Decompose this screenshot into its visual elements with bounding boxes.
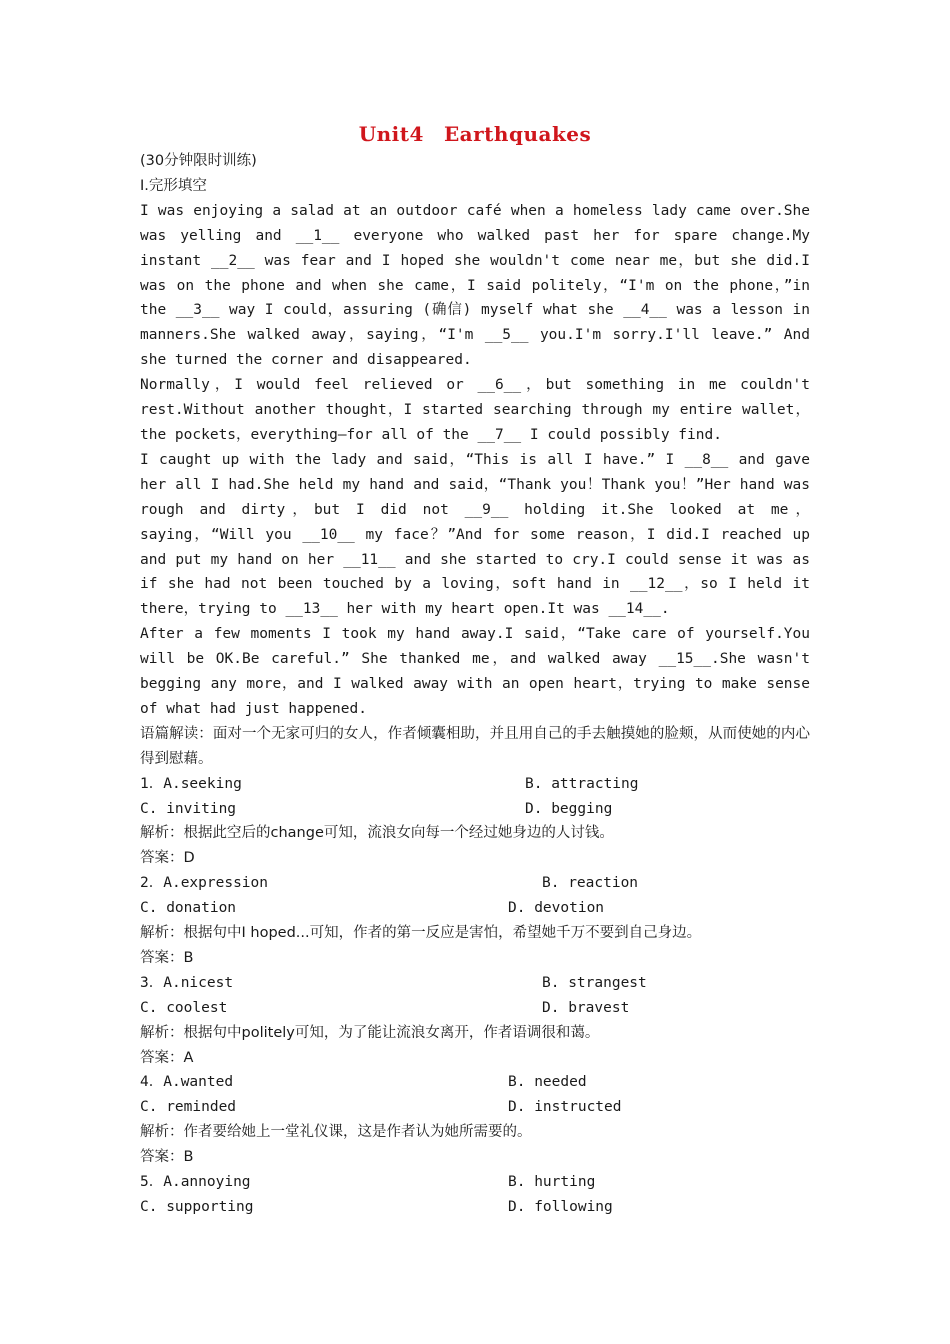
title-unit: Unit4 xyxy=(358,122,424,146)
option-c: C. coolest xyxy=(140,999,228,1016)
question-2-explanation: 解析：根据句中I hoped...可知，作者的第一反应是害怕，希望她千万不要到自己身边。 xyxy=(140,925,702,942)
question-4-explanation: 解析：作者要给她上一堂礼仪课，这是作者认为她所需要的。 xyxy=(140,1124,532,1141)
option-c: C. reminded xyxy=(140,1099,237,1116)
option-c: C. supporting xyxy=(140,1198,254,1215)
option-b: B. attracting xyxy=(525,775,639,792)
question-5-options-row-2 xyxy=(140,1195,810,1220)
passage-analysis: 语篇解读：面对一个无家可归的女人，作者倾囊相助，并且用自己的手去触摸她的脸颊，从而使她的内心得到慰藉。 xyxy=(140,725,810,767)
option-a: 4．A.wanted xyxy=(140,1074,234,1091)
option-d: D. bravest xyxy=(542,999,630,1016)
question-2-options-row-1 xyxy=(140,871,810,896)
option-a: 1．A.seeking xyxy=(140,775,242,792)
page-title xyxy=(0,122,950,146)
document-body xyxy=(140,149,810,1220)
section-heading: I.完形填空 xyxy=(140,177,207,194)
passage-paragraph-3: I caught up with the lady and said，“This is all I have.” I __8__ and gave her all I had.She held my hand and said，“Thank you！Thank you！”Her hand was rough and dirty，but I did not __9__ holding it.She looked at me，saying，“Will you __10__ my face？”And for some reason，I did.I reached up and put my hand on her __11__ and she started to cry.I could sense it was as if she had not been touched by a loving，soft hand in __12__，so I held it there，trying to __13__ her with my heart open.It was __14__. xyxy=(140,451,810,618)
question-5-options-row-1 xyxy=(140,1170,810,1195)
option-c: C. donation xyxy=(140,900,237,917)
option-a: 2．A.expression xyxy=(140,875,268,892)
option-a: 5．A.annoying xyxy=(140,1174,251,1191)
question-1-options-row-1 xyxy=(140,772,810,797)
question-4-answer: 答案：B xyxy=(140,1149,194,1166)
option-a: 3．A.nicest xyxy=(140,974,234,991)
question-3-answer: 答案：A xyxy=(140,1049,194,1066)
option-d: D. begging xyxy=(525,800,613,817)
passage-paragraph-4: After a few moments I took my hand away.I said，“Take care of yourself.You will be OK.Be careful.” She thanked me，and walked away __15__.She wasn't begging any more，and I walked away with an open heart，trying to make sense of what had just happened. xyxy=(140,626,810,717)
time-note: (30分钟限时训练) xyxy=(140,153,257,169)
question-1-explanation: 解析：根据此空后的change可知，流浪女向每一个经过她身边的人讨钱。 xyxy=(140,825,614,842)
question-3-options-row-1 xyxy=(140,971,810,996)
question-2-options-row-2 xyxy=(140,896,810,921)
question-4-options-row-1 xyxy=(140,1070,810,1095)
question-4-options-row-2 xyxy=(140,1095,810,1120)
question-3-explanation: 解析：根据句中politely可知，为了能让流浪女离开，作者语调很和蔼。 xyxy=(140,1024,600,1041)
option-b: B. strangest xyxy=(542,974,647,991)
question-2-answer: 答案：B xyxy=(140,949,194,966)
question-3-options-row-2 xyxy=(140,996,810,1021)
option-c: C. inviting xyxy=(140,800,237,817)
option-b: B. reaction xyxy=(542,875,639,892)
option-d: D. instructed xyxy=(508,1099,622,1116)
question-1-options-row-2 xyxy=(140,797,810,822)
passage-paragraph-1: I was enjoying a salad at an outdoor café when a homeless lady came over.She was yelling and __1__ everyone who walked past her for spare change.My instant __2__ was fear and I hoped she wouldn't come near me，but she did.I was on the phone and when she came，I said politely，“I'm on the phone，”in the __3__ way I could，assuring (确信) myself what she __4__ was a lesson in manners.She walked away，saying，“I'm __5__ you.I'm sorry.I'll leave.” And she turned the corner and disappeared. xyxy=(140,202,810,369)
option-b: B. needed xyxy=(508,1074,587,1091)
question-1-answer: 答案：D xyxy=(140,850,195,867)
option-d: D. following xyxy=(508,1198,613,1215)
passage-paragraph-2: Normally，I would feel relieved or __6__，but something in me couldn't rest.Without another thought，I started searching through my entire wallet，the pockets，everything—for all of the __7__ I could possibly find. xyxy=(140,377,810,443)
option-b: B. hurting xyxy=(508,1174,596,1191)
option-d: D. devotion xyxy=(508,900,605,917)
title-topic: Earthquakes xyxy=(443,122,592,146)
